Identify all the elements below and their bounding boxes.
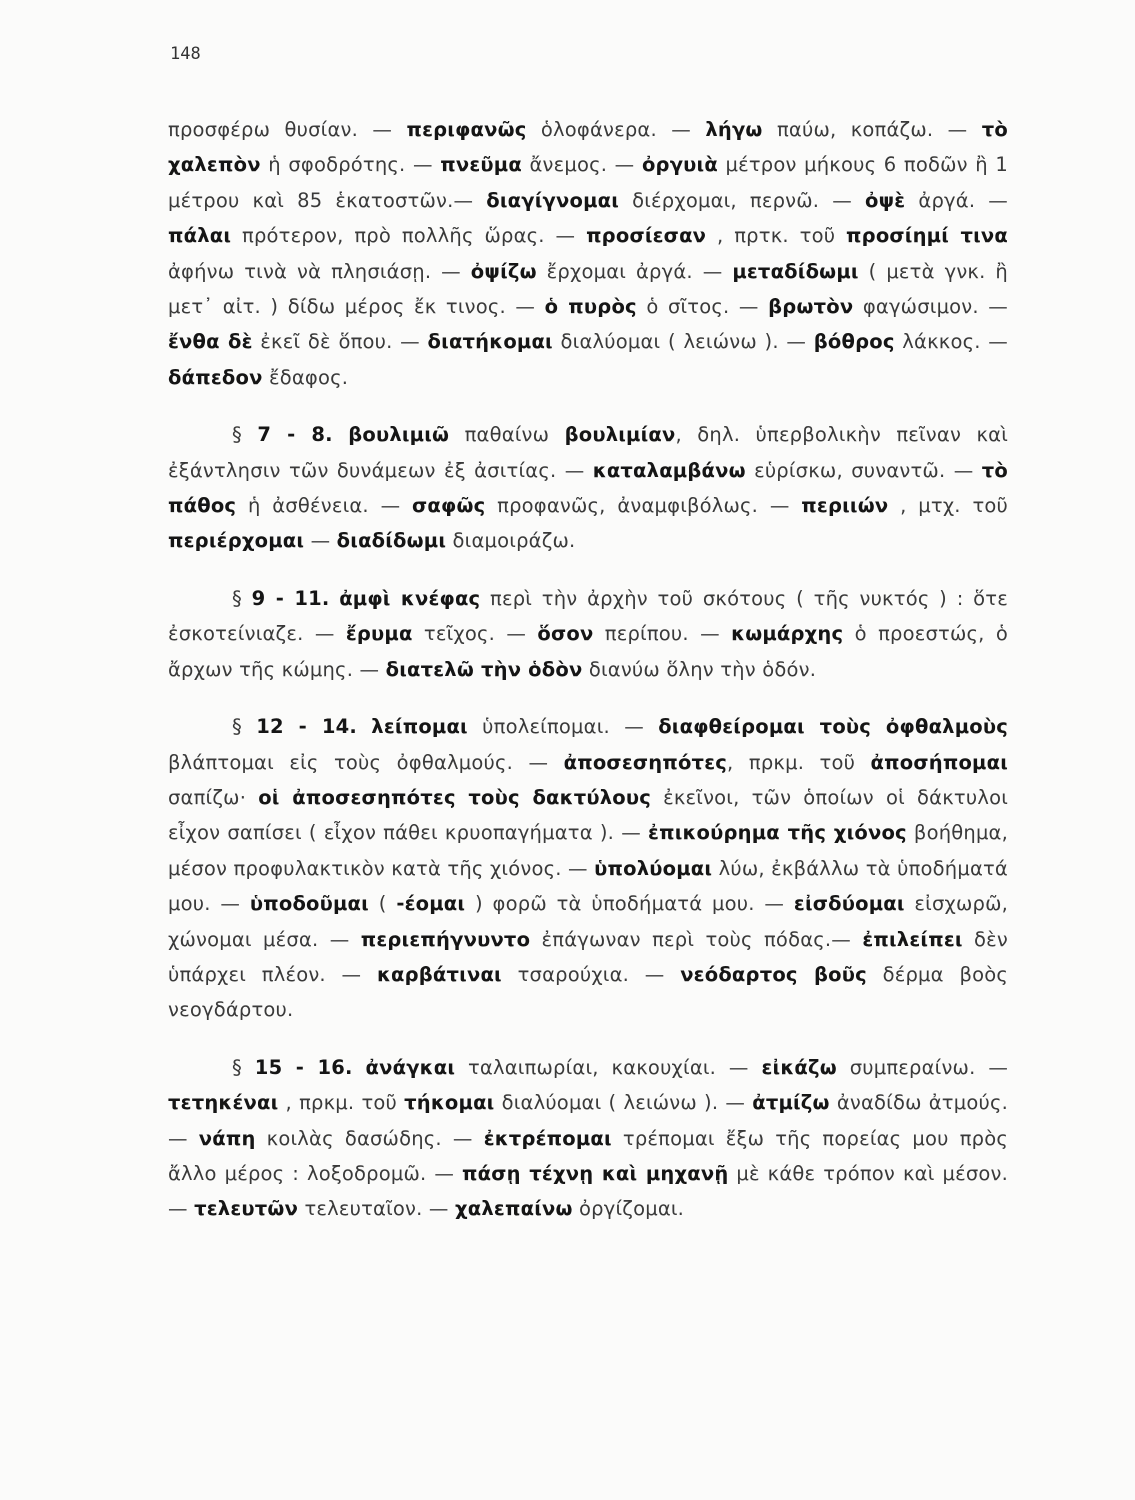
definition-text: τσαρούχια. — <box>501 962 681 986</box>
headword: οἱ ἀποσεσηπότες τοὺς δακτύλους <box>258 785 651 809</box>
definition-text: § <box>232 586 252 610</box>
headword: προσίεσαν <box>586 224 707 248</box>
headword: δάπεδον <box>168 365 263 389</box>
headword: κωμάρχης <box>731 622 844 646</box>
definition-text: ὁ σῖτος. — <box>636 295 769 319</box>
headword: ὀψίζω <box>470 259 537 283</box>
definition-text: , μτχ. τοῦ <box>888 494 1008 518</box>
headword: προσίημί τινα <box>846 224 1008 248</box>
headword: ἀποσεσηπότες <box>563 750 728 774</box>
definition-text: ( μετὰ γνκ. ἢ μετ᾽ αἰτ. ) δίδω μέρος ἔκ τινος. — <box>168 259 1008 319</box>
headword: περιφανῶς <box>406 118 527 141</box>
definition-text: βλάπτομαι εἰς τοὺς ὀφθαλμούς. — <box>168 750 564 774</box>
definition-text: ἄνεμος. — <box>521 153 642 177</box>
definition-text: , πρκμ. τοῦ <box>278 1091 405 1115</box>
definition-text: παθαίνω <box>449 423 565 447</box>
headword: ὑπολύομαι <box>594 856 713 880</box>
headword: βουλιμίαν <box>564 423 676 447</box>
definition-text: σαπίζω· <box>168 785 259 809</box>
definition-text: , πρτκ. τοῦ <box>706 224 847 248</box>
headword: 9 - 11. <box>251 586 330 610</box>
definition-text <box>329 587 339 610</box>
headword: διαδίδωμι <box>336 529 447 553</box>
definition-text: ἀφήνω τινὰ νὰ πλησιάσῃ. — <box>168 259 471 283</box>
definition-text: φαγώσιμον. — <box>853 295 1008 319</box>
headword: διατήκομαι <box>427 330 553 354</box>
headword: διαφθείρομαι τοὺς ὀφθαλμοὺς <box>658 715 1008 739</box>
headword: λείπομαι <box>371 715 468 739</box>
definition-text: διαμοιράζω. <box>446 529 576 553</box>
headword: χαλεπαίνω <box>455 1197 573 1221</box>
definition-text: δέρμα βοὸς νεογδάρτου. <box>168 962 1008 1022</box>
definition-text: ἔδαφος. <box>262 365 349 389</box>
definition-text <box>353 1056 366 1079</box>
definition-text: λάκκος. — <box>894 330 1008 354</box>
headword: 7 - 8. <box>257 423 333 447</box>
definition-text: διαλύομαι ( λειώνω ). — <box>552 330 814 354</box>
headword: πάσῃ τέχνῃ καὶ μηχανῇ <box>462 1161 729 1185</box>
definition-text: προσφέρω θυσίαν. — <box>168 118 407 141</box>
definition-text: μέτρον μήκους 6 ποδῶν ἢ 1 μέτρου καὶ 85 ἑκατοστῶν.— <box>168 153 1008 212</box>
definition-text: ὁ προεστώς, ὁ ἄρχων τῆς κώμης. — <box>168 622 1008 681</box>
headword: τὸ χαλεπὸν <box>168 118 1008 177</box>
definition-text: τρέπομαι ἔξω τῆς πορείας μου πρὸς ἄλλο μέρος : λοξοδρομῶ. — <box>168 1126 1008 1185</box>
definition-text: ἐκεῖνοι, τῶν ὁποίων οἱ δάκτυλοι εἶχον σαπίσει ( εἶχον πάθει κρυοπαγήματα ). — <box>168 785 1008 845</box>
definition-text: παύω, κοπάζω. — <box>762 118 982 141</box>
definition-text: περίπου. — <box>593 622 732 646</box>
headword: ἔρυμα <box>345 622 413 646</box>
definition-text: , δηλ. ὑπερβολικὴν πεῖναν καὶ ἐξάντλησιν τῶν δυνάμεων ἐξ ἀσιτίας. — <box>168 423 1008 482</box>
definition-text: διανύω ὅλην τὴν ὁδόν. <box>582 657 817 681</box>
definition-text: — <box>304 529 337 553</box>
definition-text: περὶ τὴν ἀρχὴν τοῦ σκότους ( τῆς νυκτός ) : ὅτε ἐσκοτείνιαζε. — <box>168 586 1008 646</box>
definition-text: ἐπάγωναν περὶ τοὺς πόδας.— <box>530 927 863 951</box>
headword: ἐπιλείπει <box>862 927 963 951</box>
headword: βουλιμιῶ <box>348 423 450 447</box>
headword: ἀτμίζω <box>752 1091 830 1115</box>
headword: εἰκάζω <box>761 1055 837 1079</box>
headword: καταλαμβάνω <box>592 458 746 482</box>
definition-text: συμπεραίνω. — <box>836 1055 1009 1079</box>
paragraph-section-12-14 <box>168 709 1008 1028</box>
definition-text: δὲν ὑπάρχει πλέον. — <box>168 927 1008 986</box>
definition-text <box>357 715 371 738</box>
definition-text: μὲ κάθε τρόπον καὶ μέσον. — <box>168 1161 1008 1221</box>
definition-text: ἐκεῖ δὲ ὅπου. — <box>252 330 428 354</box>
headword: τήκομαι <box>404 1091 495 1115</box>
definition-text: διέρχομαι, περνῶ. — <box>619 188 865 212</box>
definition-text: ἡ σφοδρότης. — <box>260 153 441 177</box>
definition-text: ) φορῶ τὰ ὑποδήματά μου. — <box>465 892 794 916</box>
paragraph-section-7-8 <box>168 417 1008 559</box>
definition-text: τελευταῖον. — <box>298 1197 455 1221</box>
headword: ἐπικούρημα τῆς χιόνος <box>648 821 907 845</box>
definition-text: διαλύομαι ( λειώνω ). — <box>494 1091 753 1115</box>
headword: ἔνθα δὲ <box>168 330 253 354</box>
definition-text: λύω, ἐκβάλλω τὰ ὑποδήματά μου. — <box>168 856 1008 916</box>
headword: πνεῦμα <box>440 153 522 177</box>
definition-text: § <box>232 715 257 739</box>
headword: ὀργυιὰ <box>641 153 718 177</box>
definition-text: προφανῶς, ἀναμφιβόλως. — <box>485 494 802 518</box>
definition-text: § <box>232 423 258 447</box>
page-body <box>168 112 1008 1227</box>
definition-text: πρότερον, πρὸ πολλῆς ὥρας. — <box>231 224 587 248</box>
definition-text: κοιλὰς δασώδης. — <box>255 1126 484 1150</box>
paragraph-section-15-16 <box>168 1050 1008 1227</box>
headword: λήγω <box>705 118 763 141</box>
definition-text: ἔρχομαι ἀργά. — <box>536 259 733 283</box>
headword: πάλαι <box>168 224 232 248</box>
definition-text: ταλαιπωρίαι, κακουχίαι. — <box>455 1055 762 1079</box>
headword: ὀψὲ <box>865 188 906 212</box>
headword: περιέρχομαι <box>168 529 305 553</box>
headword: περιιών <box>801 494 889 518</box>
definition-text: βοήθημα, μέσον προφυλακτικὸν κατὰ τῆς χιόνος. — <box>168 821 1009 880</box>
headword: ὁ πυρὸς <box>544 295 637 319</box>
headword: σαφῶς <box>412 494 486 518</box>
headword: ἀνάγκαι <box>365 1055 456 1079</box>
headword: εἰσδύομαι <box>793 892 905 916</box>
headword: νεόδαρτος βοῦς <box>680 962 867 986</box>
headword: περιεπήγνυντο <box>360 927 531 951</box>
headword: τετηκέναι <box>168 1091 279 1115</box>
headword: διατελῶ τὴν ὁδὸν <box>385 657 583 681</box>
headword: 15 - 16. <box>254 1055 353 1079</box>
headword: ἀμφὶ κνέφας <box>339 586 481 610</box>
definition-text: ἀναδίδω ἀτμούς. — <box>168 1091 1009 1150</box>
definition-text <box>333 423 348 446</box>
headword: τὸ πάθος <box>168 458 1008 518</box>
headword: μεταδίδωμι <box>732 259 859 283</box>
definition-text: § <box>232 1055 255 1079</box>
headword: 12 - 14. <box>256 715 357 739</box>
headword: βόθρος <box>813 330 895 354</box>
definition-text: τεῖχος. — <box>412 622 538 646</box>
headword: ἐκτρέπομαι <box>483 1126 612 1150</box>
definition-text: ὀργίζομαι. <box>572 1197 685 1221</box>
definition-text: ἡ ἀσθένεια. — <box>236 494 413 518</box>
definition-text: ( <box>368 892 397 916</box>
definition-text: ὁλοφάνερα. — <box>526 118 706 141</box>
headword: ὑποδοῦμαι <box>249 892 369 916</box>
definition-text: εἰσχωρῶ, χώνομαι μέσα. — <box>168 892 1009 951</box>
headword: τελευτῶν <box>194 1197 299 1221</box>
paragraph-section-9-11 <box>168 581 1008 687</box>
headword: ὅσον <box>537 622 594 646</box>
headword: διαγίγνομαι <box>486 188 620 212</box>
headword: νάπη <box>198 1126 256 1150</box>
headword: βρωτὸν <box>768 295 854 319</box>
definition-text: ἀργά. — <box>905 188 1008 212</box>
definition-text: ὑπολείπομαι. — <box>467 715 659 739</box>
page-number: 148 <box>170 44 201 64</box>
headword: -έομαι <box>396 892 466 916</box>
definition-text: , πρκμ. τοῦ <box>727 750 871 774</box>
headword: καρβάτιναι <box>376 962 502 986</box>
paragraph-glossary-intro <box>168 112 1008 395</box>
definition-text: εὑρίσκω, συναντῶ. — <box>745 458 982 482</box>
headword: ἀποσήπομαι <box>870 750 1008 774</box>
